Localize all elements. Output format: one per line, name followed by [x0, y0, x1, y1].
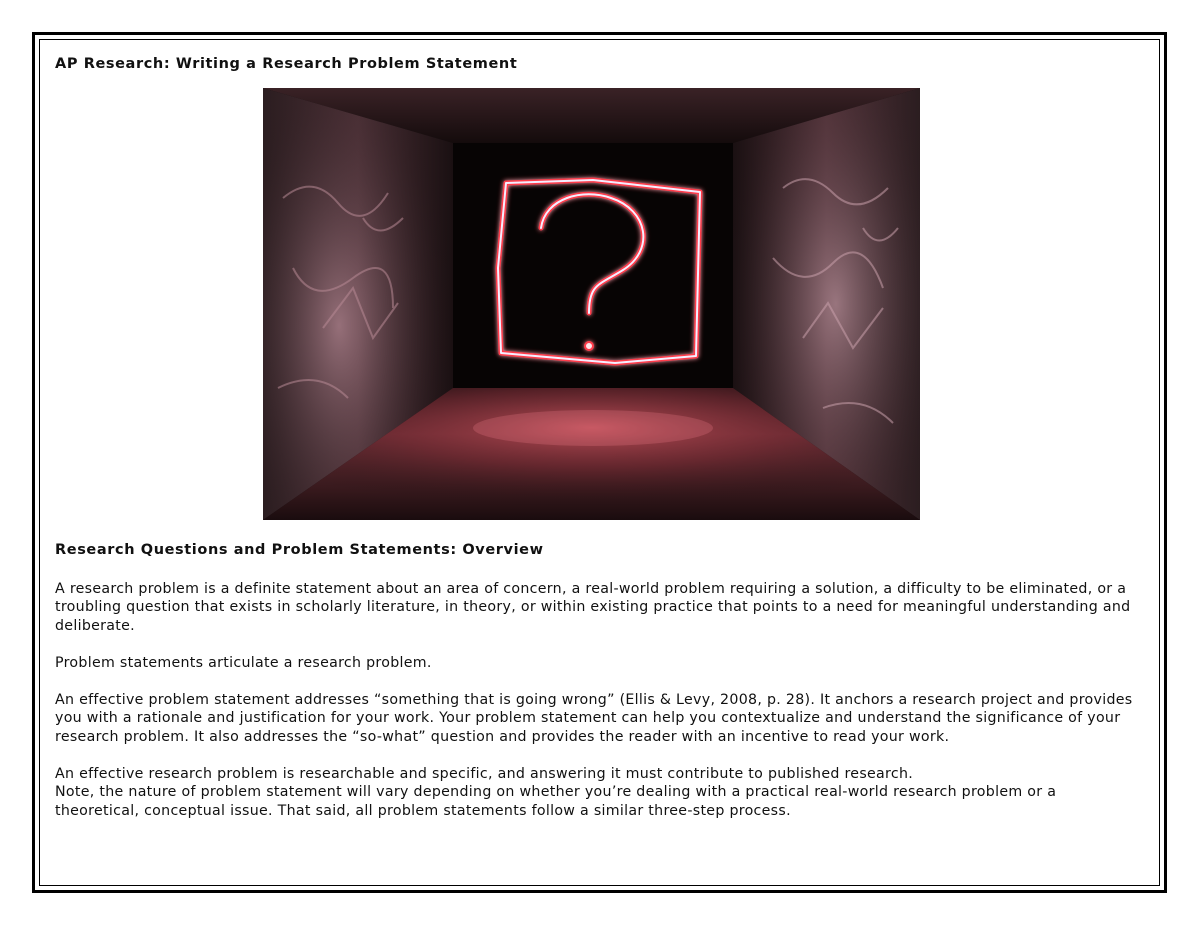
- paragraph-effective-statement: An effective problem statement addresses “something that is going wrong” (Ellis & Levy, 2008, p. 28). It anchors a research project and provides you with a rationale and justification for your work. Your problem statement can help you contextualize and understand the significance of your research problem. It also addresses the “so-what” question and provides the reader with an incentive to read your work.: [55, 692, 1133, 745]
- paragraph-problem-statements: Problem statements articulate a research problem.: [55, 654, 432, 671]
- paragraph-researchable: An effective research problem is researchable and specific, and answering it must contribute to published research.: [55, 766, 914, 783]
- body-text: [55, 580, 1140, 839]
- section-heading: Research Questions and Problem Statements: Overview: [55, 542, 544, 558]
- question-mark-tunnel-photo: [263, 88, 920, 520]
- hero-image: [263, 88, 920, 520]
- paragraph-research-problem: A research problem is a definite statement about an area of concern, a real-world problem requiring a solution, a difficulty to be eliminated, or a troubling question that exists in scholarly literature, in theory, or within existing practice that points to a need for meaningful understanding and deliberate.: [55, 581, 1131, 634]
- floor-reflection: [473, 410, 713, 446]
- paragraph-note: Note, the nature of problem statement will vary depending on whether you’re dealing with a practical real-world research problem or a theoretical, conceptual issue. That said, all problem statements follow a similar three-step process.: [55, 784, 1057, 819]
- page-title: AP Research: Writing a Research Problem Statement: [55, 56, 518, 72]
- document-header: [55, 54, 1135, 74]
